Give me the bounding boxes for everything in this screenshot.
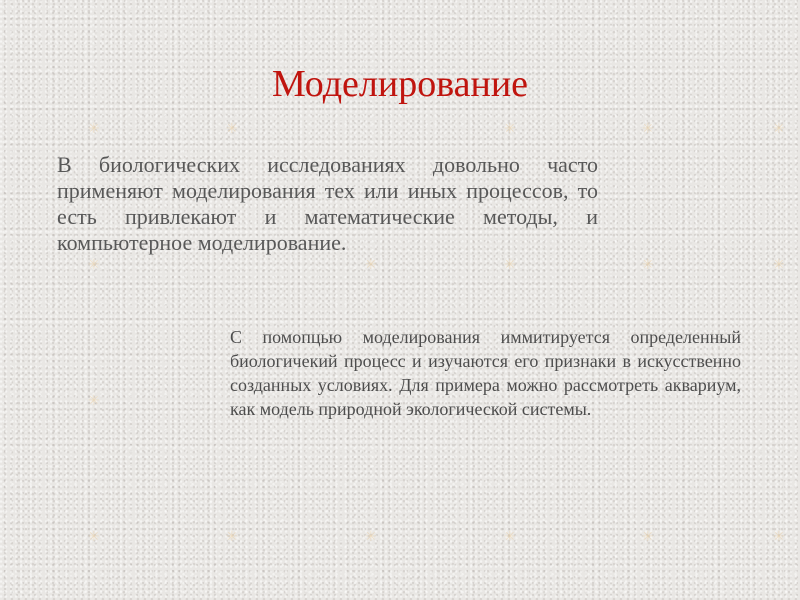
star-icon: ✳ — [773, 257, 785, 273]
example-paragraph: С помопцью моделирования иммитируется определенный биологичекий процесс и изучаются его признаки в искусственно созданных условиях. Для примера можно рассмотреть аквариум, как модель природной экологической системы. — [230, 327, 741, 419]
star-icon: ✳ — [365, 257, 377, 273]
star-icon: ✳ — [642, 121, 654, 137]
star-icon: ✳ — [504, 257, 516, 273]
intro-paragraph: В биологических исследованиях довольно часто применяют моделирования тех или иных процессов, то есть привлекают и математические методы, и компьютерное моделирование. — [57, 152, 598, 255]
star-icon: ✳ — [504, 529, 516, 545]
star-icon: ✳ — [642, 257, 654, 273]
star-icon: ✳ — [88, 529, 100, 545]
star-icon: ✳ — [773, 121, 785, 137]
slide-title: Моделирование — [271, 63, 529, 105]
star-icon: ✳ — [88, 393, 100, 409]
star-icon: ✳ — [226, 121, 238, 137]
star-icon: ✳ — [504, 121, 516, 137]
star-icon: ✳ — [226, 529, 238, 545]
star-icon: ✳ — [88, 257, 100, 273]
star-icon: ✳ — [773, 529, 785, 545]
star-icon: ✳ — [88, 121, 100, 137]
star-icon: ✳ — [365, 529, 377, 545]
star-icon: ✳ — [642, 529, 654, 545]
